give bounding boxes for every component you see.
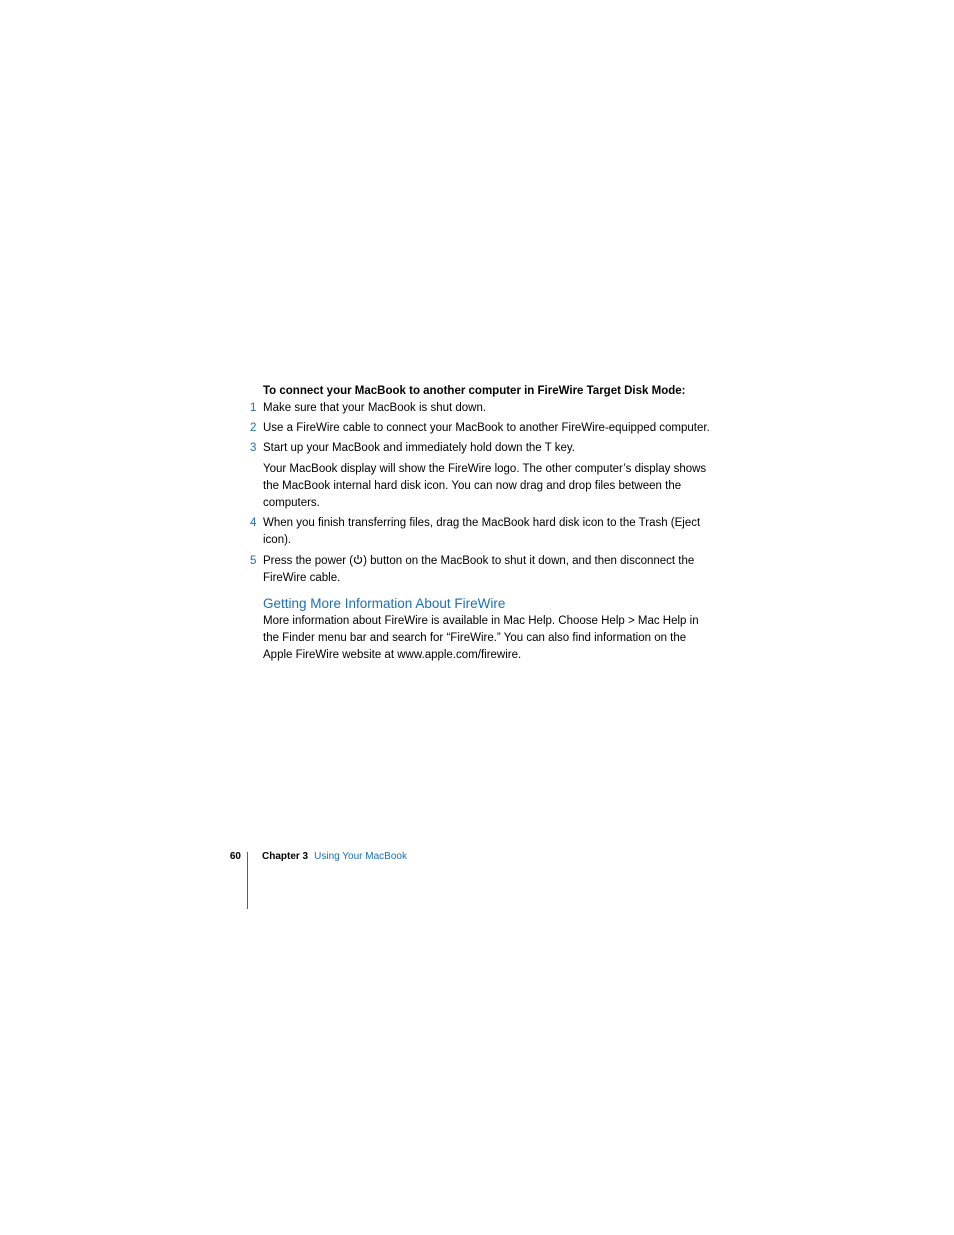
step-3-note: Your MacBook display will show the FireWire logo. The other computer’s display shows the MacBook internal hard disk icon. You can now drag and drop files between the computers. [263, 463, 707, 509]
step-number: 4 [250, 517, 257, 529]
step-1 [250, 400, 713, 417]
chapter-label: Chapter 3 [262, 851, 309, 862]
step-number: 5 [250, 555, 257, 567]
step-number: 3 [250, 442, 257, 454]
chapter-title: Using Your MacBook [314, 851, 407, 862]
section-title: Getting More Information About FireWire [263, 596, 506, 611]
footer-chapter [262, 851, 407, 862]
power-icon [353, 554, 363, 565]
procedure-heading: To connect your MacBook to another computer in FireWire Target Disk Mode: [263, 385, 686, 397]
page-number: 60 [229, 851, 241, 862]
step-text: When you finish transferring files, drag the MacBook hard disk icon to the Trash (Eject icon). [263, 517, 701, 546]
step-text: Make sure that your MacBook is shut down. [263, 402, 487, 414]
step-2 [250, 420, 713, 437]
step-text-before: Press the power ( [263, 555, 354, 567]
page-content [250, 383, 713, 664]
step-text: Use a FireWire cable to connect your MacBook to another FireWire-equipped computer. [263, 422, 710, 434]
step-5 [250, 553, 713, 587]
step-text: Start up your MacBook and immediately hold down the T key. [263, 442, 575, 454]
step-text-after: ) button on the MacBook to shut it down, and then disconnect the FireWire cable. [263, 555, 695, 584]
step-3 [250, 440, 713, 457]
step-number: 2 [250, 422, 257, 434]
step-4 [250, 515, 713, 549]
step-text [263, 553, 713, 587]
footer-divider [247, 852, 248, 909]
step-number: 1 [250, 402, 257, 414]
section-body: More information about FireWire is available in Mac Help. Choose Help > Mac Help in the Finder menu bar and search for “FireWire.” You can also find information on the Apple FireWire website at www.apple.com/firewire. [263, 615, 699, 661]
